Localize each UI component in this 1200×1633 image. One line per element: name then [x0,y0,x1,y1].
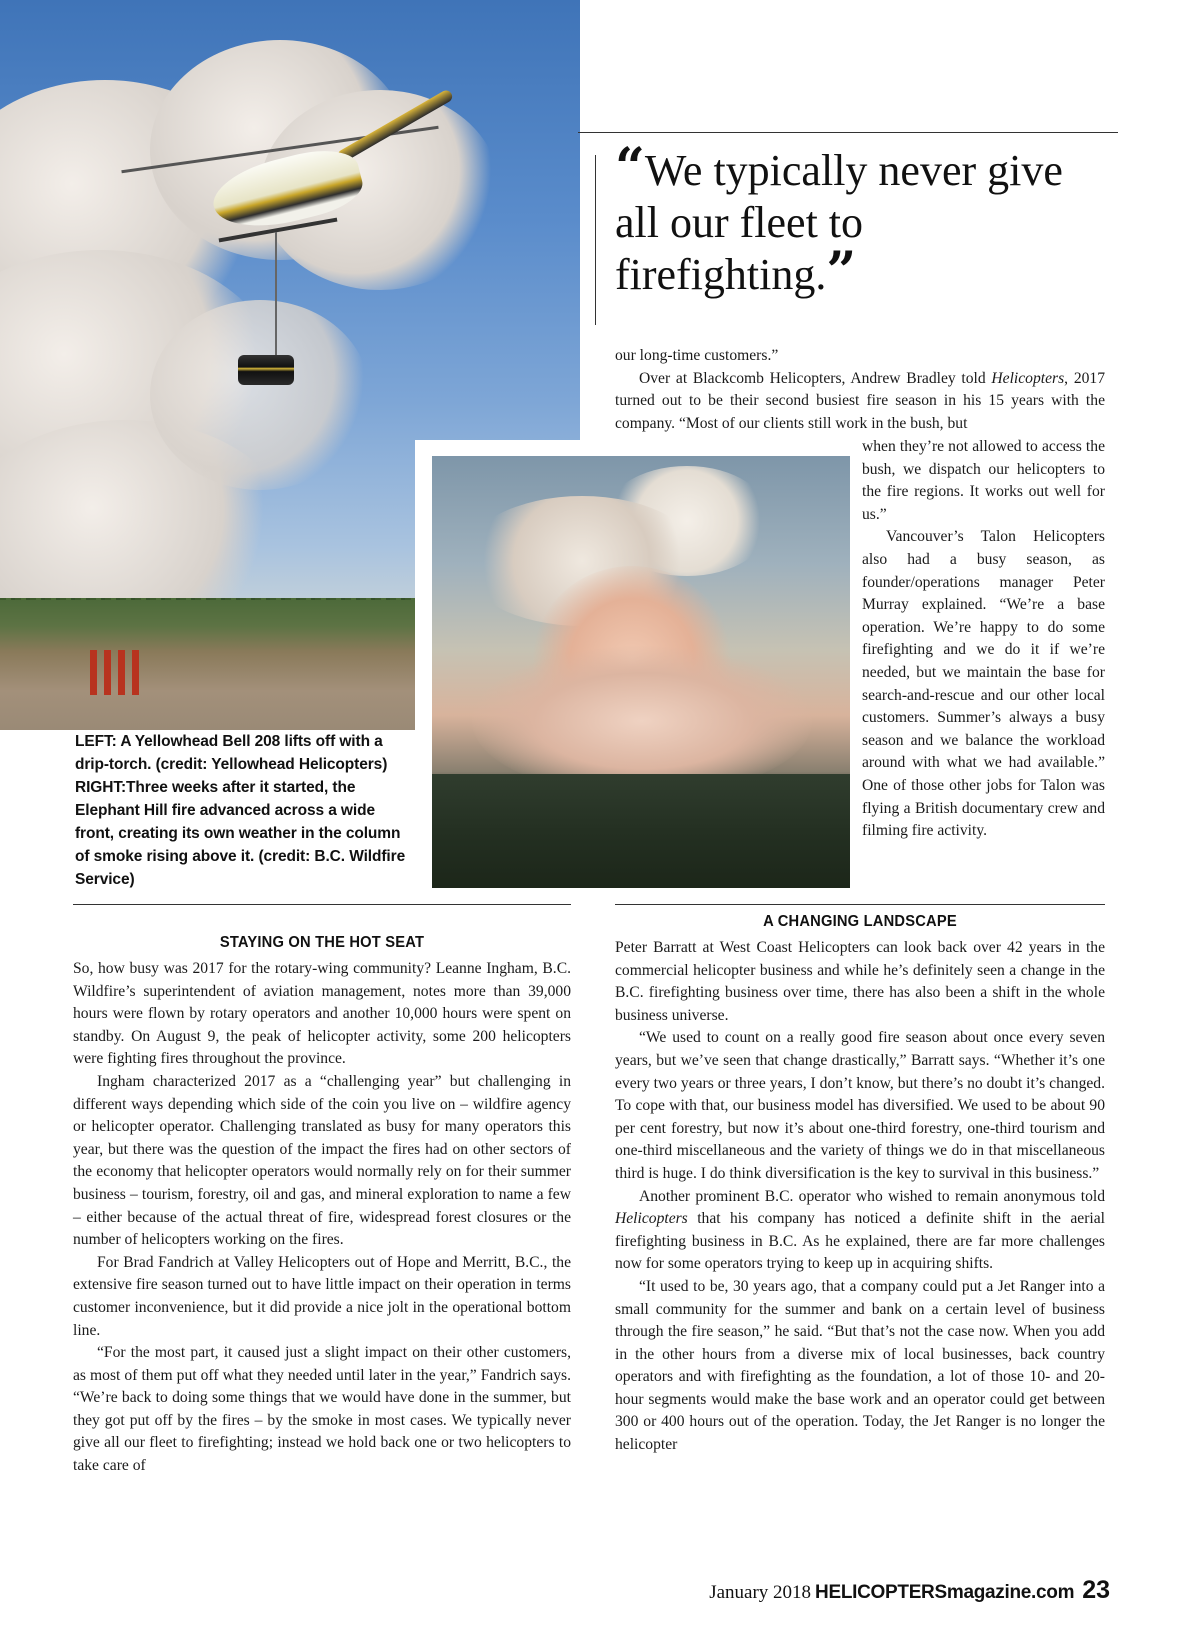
section-heading-changing-landscape: A CHANGING LANDSCAPE [763,913,957,930]
sling-line [275,232,277,357]
page-footer [709,1576,1110,1605]
paragraph: For Brad Fandrich at Valley Helicopters out of Hope and Merritt, B.C., the extensive fire season turned out to have little impact on their operation in terms customer inconvenience, but it did provide a nice jolt in the operational bottom line. [73,1253,571,1339]
close-quote-mark: ” [826,241,857,302]
smoke-cloud [150,300,370,490]
right-narrow-text [862,436,1105,843]
photo-caption: LEFT: A Yellowhead Bell 208 lifts off with a drip-torch. (credit: Yellowhead Helicopters) RIGHT:Three weeks after it started, the Elephant Hill fire advanced across a wide front, creating its own weather in the column of smoke rising above it. (credit: B.C. Wildfire Service) [75,733,406,888]
paragraph: Over at Blackcomb Helicopters, Andrew Bradley told Helicopters, 2017 turned out to be their second busiest fire season in his 15 years with the company. “Most of our clients still work in the bush, but [615,369,1105,432]
drip-torch [238,355,294,385]
section-rule-right [615,904,1105,905]
pull-quote [615,137,1095,302]
section-rule-left [73,904,571,905]
paragraph: “It used to be, 30 years ago, that a company could put a Jet Ranger into a small community for the summer and bank on a certain level of business through the fire season,” he said. “But that’s not the case now. When you add in the other hours from a diverse mix of local businesses, back country operators and with firefighting as the foundation, a lot of those 10- and 20-hour segments would make the base work and an operator could get between 300 or 400 hours out of the operation. Today, the Jet Ranger is no longer the helicopter [615,1277,1105,1454]
paragraph: our long-time customers.” [615,347,779,364]
issue-date: January 2018 [709,1582,812,1603]
right-top-text [615,345,1105,435]
quote-top-rule [578,132,1118,133]
quote-left-rule [595,155,596,325]
paragraph: Another prominent B.C. operator who wished to remain anonymous told Helicopters that his company has noticed a definite shift in the aerial firefighting business in B.C. As he explained, there are far more challenges now for some operators trying to keep up in acquiring shifts. [615,1187,1105,1273]
pull-quote-text: We typically never give all our fleet to firefighting. [615,146,1063,299]
forest [432,774,850,888]
right-column [615,937,1105,1457]
open-quote-mark: “ [615,137,645,198]
ground-crew [90,650,140,695]
section-heading-hot-seat: STAYING ON THE HOT SEAT [219,934,425,951]
wildfire-photo [432,456,850,888]
page-number: 23 [1082,1576,1110,1604]
left-column [73,958,571,1478]
paragraph: “For the most part, it caused just a slight impact on their other customers, as most of them put off what they needed until later in the year,” Fandrich says. “We’re back to doing some things that we would have done in the summer, but they got put off by the fires – by the smoke in most cases. We typically never give all our fleet to firefighting; instead we hold back one or two helicopters to take care of [73,1344,571,1475]
paragraph: “We used to count on a really good fire season about once every seven years, but we’ve seen that change drastically,” Barratt says. “Whether it’s one every two years or three years, I don’t know, but there’s no doubt it’s changed. To cope with that, our business model has diversified. We used to be about 90 per cent forestry, but now it’s about one-third forestry, one-third tourism and one-third miscellaneous and the variety of things we do in that miscellaneous third is huge. I do think diversification is the key to survival in this business.” [615,1029,1105,1182]
magazine-website: HELICOPTERSmagazine.com [815,1582,1075,1603]
paragraph: Ingham characterized 2017 as a “challenging year” but challenging in different ways depending which side of the coin you live on – wildfire agency or helicopter operator. Challenging translated as busy for many operators this year, but there was the question of the impact the fires had on other sectors of the economy that helicopter operators would normally rely on for their summer business – tourism, forestry, oil and gas, and mineral exploration to name a few – either because of the actual threat of fire, widespread forest closures or the number of helicopters working on the fires. [73,1072,571,1249]
paragraph: Peter Barratt at West Coast Helicopters can look back over 42 years in the commercial helicopter business and while he’s definitely seen a change in the B.C. firefighting business over time, there has also been a shift in the whole business universe. [615,939,1105,1024]
paragraph: Vancouver’s Talon Helicopters also had a busy season, as founder/operations manager Peter Murray explained. “We’re a base operation. We’re happy to do some firefighting and we do it if we’re needed, but we maintain the base for search-and-rescue and our other local customers. Summer’s always a busy season and we balance the workload around with what we had available.” One of those other jobs for Talon was flying a British documentary crew and filming fire activity. [862,528,1105,840]
paragraph: when they’re not allowed to access the bush, we dispatch our helicopters to the fire regions. It works out well for us.” [862,438,1105,523]
paragraph: So, how busy was 2017 for the rotary-wing community? Leanne Ingham, B.C. Wildfire’s superintendent of aviation management, notes more than 39,000 hours were flown by rotary operators and another 10,000 hours were spent on standby. On August 9, the peak of helicopter activity, some 200 helicopters were fighting fires throughout the province. [73,960,571,1068]
